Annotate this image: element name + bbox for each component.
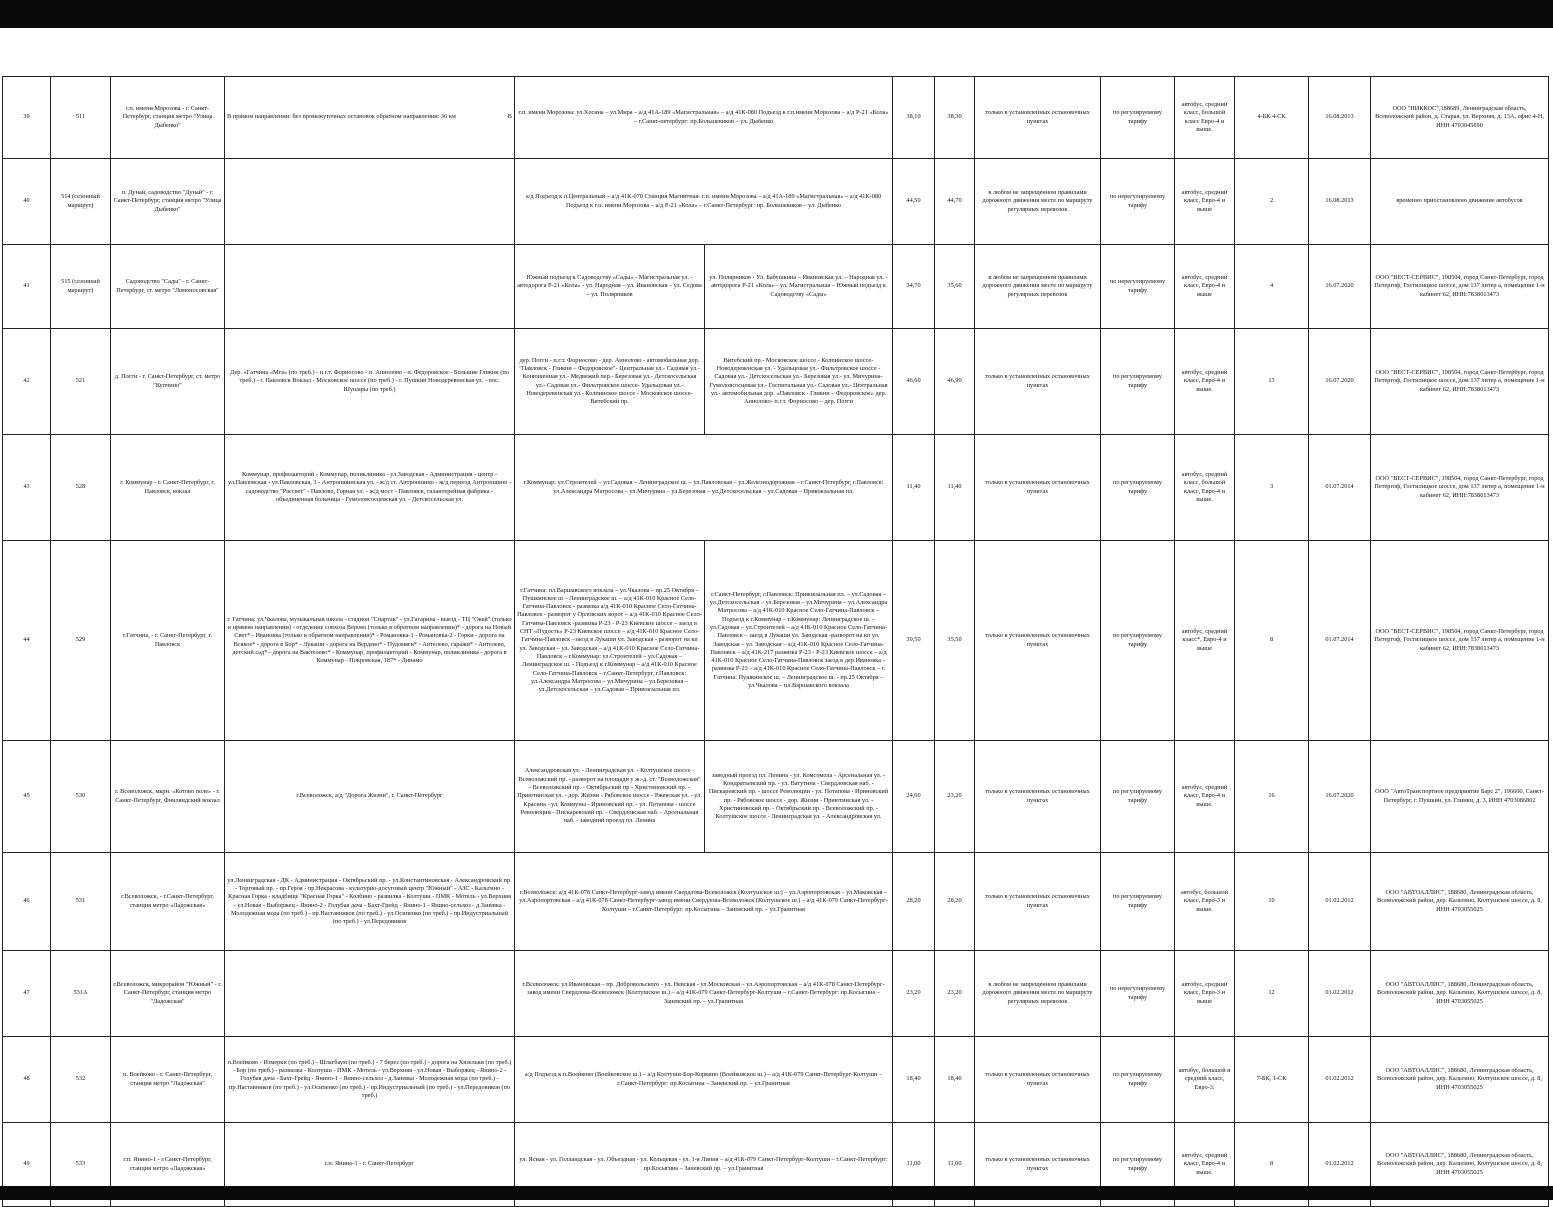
- streets-forward: Александровская ул. - Ленинградская ул. - Колтушское шоссе - Всеволожский пр. - разворот на площади у ж.-д. ст. "Всеволожская" - Всеволожский пр. - Октябрьский пр - Христиновский пр. - Приютинская ул. - дор. Жизни - Рябовское шоссе - Ржевская ул. - ул. Красина - ул. Коммуны - Ириновский пр. - ул. Потапова - шоссе Революции - Пискаревский пр. - Свердловская наб. - Арсенальная наб. - заводний проезд пл. Ленина: [515, 741, 705, 853]
- streets-route: г.Всеволожск: а/д 41К-078 Санкт-Петербург-завод имени Свердлова-Всеволожск (Колтушское ш.) – ул.Аэропортовская – ул.Маковская – ул.Аэропортовская – а/д 41К-078 Санкт-Петербург-завод имени Свердлова-Всеволожск (Колтушское ш.) – а/д 41К-079 Санкт-Петербург-Колтуши – г.Санкт-Петербург: пр.Косыгина – Заневский пр. – ул.Гранитная: [515, 853, 893, 951]
- length-forward: 18,40: [893, 1037, 935, 1123]
- start-date: 01.02.2012: [1309, 1123, 1371, 1207]
- table-row: [3, 951, 1549, 1037]
- length-backward: 23,20: [935, 741, 975, 853]
- tariff-type: по регулируемому тарифу: [1101, 741, 1175, 853]
- tariff-type: по регулируемому тарифу: [1101, 435, 1175, 541]
- length-forward: 11,00: [893, 1123, 935, 1207]
- start-date: 16.07.2020: [1309, 245, 1371, 329]
- row-number: 44: [3, 541, 51, 741]
- vehicle-count: 4: [1235, 245, 1309, 329]
- vehicle-count: 2: [1235, 159, 1309, 245]
- length-backward: 23,20: [935, 951, 975, 1037]
- streets-backward: г.Санкт-Петербург, г.Павловск: Привокзальная пл. – ул.Садовая – ул.Детскосельская – ул.Березовая – ул.Мичурина – ул.Александра Матросова – а/д 41К-010 Красное Село-Гатчина-Павловск – Подъезд к г.Коммунар – г.Коммунар: Ленинградское ш. – ул.Садовая – ул.Строителей – а/д 41К-010 Красное Село-Гатчина-Павловск – заезд в Лукаши ул. Заводская -разворот на кп ул. Заводская – ул. Заводская – а/д 41К-010 Красное Село-Гатчина-Павловск – а/д 41К-217 развязка Р-23 - Р-23 Киевское шоссе – а/д 41К-010 Красное Село-Гатчина-Павловск заезд в дер.Ивановка – развязка Р-23 – а/д 41К-010 Красное Село-Гатчина-Павловск – г. Гатчина: Пушкинское ш. – Ленинградское ш. - пр.25 Октября – ул.Чкалова – пл.Варшавского вокзала: [705, 541, 893, 741]
- route-endpoints: г.Гатчина, - г. Санкт-Петербург, г. Павловск: [111, 541, 225, 741]
- row-number: 39: [3, 77, 51, 159]
- length-backward: 35,60: [935, 245, 975, 329]
- length-forward: 44,50: [893, 159, 935, 245]
- start-date: 16.07.2020: [1309, 329, 1371, 435]
- route-endpoints: п. Дунай, садоводство "Дунай" - г. Санкт-Петербург, станция метро "Улица Дыбенко": [111, 159, 225, 245]
- streets-backward: ул. Полярников - Ул. Бабушкина – Ивановская ул. – Народная ул. - автодорога Р-21 «Кола» - ул. Магистральная – Южный подъезд к Садоводству «Сады»: [705, 245, 893, 329]
- streets-route: а/д Подъезд к п.Центральный – а/д 41К-070 Станция Магнитная- г.п. имени Морозова – а/д 41А-189 «Магистральная» – а/д 41К-080 Подъезд к г.п. имени Морозова – а/д Р-21 «Кола» – г.Санкт-Петербург: пр. Большевиков – ул. Дыбенко: [515, 159, 893, 245]
- stop-procedure: в любом не запрещенном правилами дорожного движения месте по маршруту регулярных перевозок: [975, 159, 1101, 245]
- vehicle-class: автобус, большой и средний класс, Евро-3.: [1175, 1037, 1235, 1123]
- intermediate-stops: г.п. Янино-1 - г. Санкт-Петербург: [225, 1123, 515, 1207]
- row-number: 40: [3, 159, 51, 245]
- route-number: 533: [51, 1123, 111, 1207]
- tariff-type: по нерегулируемому тарифу: [1101, 245, 1175, 329]
- route-number: 530: [51, 741, 111, 853]
- row-number: 48: [3, 1037, 51, 1123]
- start-date: 16.07.2020: [1309, 741, 1371, 853]
- carrier-info: ООО "ВЕСТ-СЕРВИС", 198504, город Санкт-Петербург, город Петергоф, Гостилицкое шоссе, дом 137 литер а, помещение 1-н кабинет 62, ИНН:7838013473: [1371, 245, 1549, 329]
- route-endpoints: г.п. имени Морозова - г. Санкт-Петербург, станция метро "Улица Дыбенко": [111, 77, 225, 159]
- carrier-info: ООО "АвтоТранспортное предприятие Барс 2", 196600, Санкт-Петербург, г. Пушкин, ул. Глинки, д. 3, ИНН 4703086802: [1371, 741, 1549, 853]
- start-date: 16.08.2013: [1309, 159, 1371, 245]
- row-number: 45: [3, 741, 51, 853]
- route-endpoints: Садоводство "Сады" - г. Санкт-Петербург, ст. метро "Ломоносовская": [111, 245, 225, 329]
- carrier-info: ООО "АВТОАЛЛИС", 188680, Ленинградская область, Всеволожский район, дер. Кальтино, Колтушское шоссе, д. 8, ИНН 4703055025: [1371, 951, 1549, 1037]
- streets-backward: Витебский пр.- Московское шоссе - Колпинское шоссе- Новодеревенская ул. - Удальцовая ул.- Фильтровское шоссе - Садовая ул.- Детскосельская ул.- Березовая ул.- ул. Мичурина- Гумоловсосцевая ул.- Госпитальная ул.- Садовая ул.- Центральная ул.- автомобильная дор. «Павловск - Гликни – Федоровское» дер. Аннолово- п.г.т. Форносово – дер. Погги: [705, 329, 893, 435]
- vehicle-class: автобус, большой класс, Евро-3 и выше.: [1175, 853, 1235, 951]
- table-row: [3, 77, 1549, 159]
- start-date: 01.07.2014: [1309, 435, 1371, 541]
- table-row: [3, 159, 1549, 245]
- start-date: 16.08.2013: [1309, 77, 1371, 159]
- route-rows: [3, 77, 1549, 1207]
- length-backward: 46,90: [935, 329, 975, 435]
- row-number: 46: [3, 853, 51, 951]
- tariff-type: по регулируемому тарифу: [1101, 77, 1175, 159]
- route-endpoints: г. Коммунар - г. Санкт-Петербург, г. Павловск, вокзал: [111, 435, 225, 541]
- vehicle-count: 4-БК 4-СК: [1235, 77, 1309, 159]
- table-row: [3, 435, 1549, 541]
- route-number: 514 (сезонный маршрут): [51, 159, 111, 245]
- vehicle-count: 13: [1235, 329, 1309, 435]
- table-row: [3, 329, 1549, 435]
- route-number: 529: [51, 541, 111, 741]
- length-forward: 39,50: [893, 541, 935, 741]
- intermediate-stops: п.Воейково - Измерки (по треб.) - Шлагбаум (по треб.) - 7 берез (по треб.) - дорога на Хязельки (по треб.) - Бор (по треб.) - развилка - Колтуши - ПМК - Мотель - ул.Верхняя - ул.Новая - Выборжец - Янино-2 - Голубая дача - Бахт-Грейд - Янино-1 - Янино-сельхоз - д.Заневка - Молодежная мода (по треб.) - пр.Наставников (по треб.) - ул.Осипенко (по треб.) - пр.Индустриальный (по треб.) - ул.Передовиков (по треб.): [225, 1037, 515, 1123]
- carrier-info: ООО "АВТОАЛЛИС", 188680, Ленинградская область, Всеволожский район, дер. Кальтино, Колтушское шоссе, д. 8, ИНН 4703055025: [1371, 853, 1549, 951]
- intermediate-stops: [225, 951, 515, 1037]
- vehicle-class: автобус, средний класс, Евро-4 и выше.: [1175, 329, 1235, 435]
- vehicle-class: автобус, средний класс, Евро-4 и выше: [1175, 159, 1235, 245]
- streets-forward: дер. Погги - п.г.т. Форносово - дер. Аннолово - автомобильная дор. "Павловск - Гликни – Федоровское"- Центральная ул.- Садовая ул.- Конюшенная ул.- Медвежий пер.- Березовая ул.- Детскосельская ул.- Садовая ул.- Фильтровское шоссе- Удальцовая ул.- Новодеревенская ул.- Колпинское шоссе - Московское шоссе- Витебский пр.: [515, 329, 705, 435]
- table-row: [3, 741, 1549, 853]
- length-backward: 38,30: [935, 77, 975, 159]
- intermediate-stops: [225, 159, 515, 245]
- tariff-type: по регулируемому тарифу: [1101, 329, 1175, 435]
- route-number: 511: [51, 77, 111, 159]
- vehicle-count: 8: [1235, 541, 1309, 741]
- intermediate-stops: Коммунар, профилакторий - Коммунар, поликлиника - ул.Заводская - Администрация - центр - ул.Павловская - ул.Павловская, 3 - Антропшинская ул. - ж/д ст. Антропшино - ж/д переезд Антропшино - садоводство "Рассвет" - Павлово, Горная ул. - ж/д мост - Павловск, галантерейная фабрика - объединенная больница - Гумоловсосцевская ул. - Детскосельская ул.: [225, 435, 515, 541]
- stops-mark: В: [507, 113, 512, 121]
- stop-procedure: только в установленных остановочных пунктах: [975, 853, 1101, 951]
- tariff-type: по регулируемому тарифу: [1101, 1123, 1175, 1207]
- streets-forward: г.Гатчина: пл.Варшавского вокзала – ул.Чкалова – пр.25 Октября –Пушкинское ш – Ленинградское ш. – а/д 41К-010 Красное Село-Гатчина-Павловск - развязка а/д 41К-010 Красное Село-Гатчина-Павловск - разворот у Орловских ворот – а/д 41К-010 Красное Село-Гатчина-Павловск -развязка Р-23 - Р-23 Киевское шоссе – заезд в СНТ «Пудость» Р-23 Киевское шоссе – а/д 41К-010 Красное Село-Гатчина-Павловск –заезд в Лукаши ул. Заводская - разворот на кп ул. Заводская – ул. Заводская – а/д 41К-010 Красное Село-Гатчина-Павловск – г.Коммунар: ул.Строителей – ул.Садовая – Ленинградское ш. - Подъезд к г.Коммунар – а/д 41К-010 Красное Село-Гатчина-Павловск – г.Санкт-Петербург, г.Павловск: ул.Александра Матросова – ул.Мичурина – ул.Березовая – ул.Детскосельская – ул.Садовая – Привокзальная пл.: [515, 541, 705, 741]
- stops-text: В прямом направлении: без промежуточных остановок обратном направлении: 36 км: [227, 113, 456, 121]
- length-forward: 24,60: [893, 741, 935, 853]
- stop-procedure: только в установленных остановочных пунктах: [975, 435, 1101, 541]
- row-number: 43: [3, 435, 51, 541]
- route-registry-table: [2, 76, 1549, 1207]
- intermediate-stops: [225, 77, 515, 159]
- vehicle-class: автобус, средний класс, большой класс Евро-4 и выше.: [1175, 77, 1235, 159]
- stop-procedure: в любом не запрещенном правилами дорожного движения месте по маршруту регулярных перевозок: [975, 245, 1101, 329]
- vehicle-class: автобус, средний класс*, Евро-4 и выше: [1175, 541, 1235, 741]
- carrier-info: ООО "АВТОАЛЛИС", 188680, Ленинградская область, Всеволожский район, дер. Кальтино, Колтушское шоссе, д. 8, ИНН 4703055025: [1371, 1037, 1549, 1123]
- stop-procedure: только в установленных остановочных пунктах: [975, 741, 1101, 853]
- table-row: [3, 245, 1549, 329]
- length-forward: 23,20: [893, 951, 935, 1037]
- route-endpoints: г.Всеволожск, микрорайон "Южный" - г. Санкт-Петербург, станция метро "Ладожская": [111, 951, 225, 1037]
- route-endpoints: г.п. Янино-1 - г.Санкт-Петербург, станция метро «Ладожская»: [111, 1123, 225, 1207]
- row-number: 49: [3, 1123, 51, 1207]
- route-endpoints: п. Воейково - г. Санкт-Петербург, станция метро "Ладожская": [111, 1037, 225, 1123]
- streets-route: а/д Подъезд к п.Воейково (Воейковское ш.) – а/д Колтуши-Бор-Коркино (Воейковское ш.) – а/д 41К-079 Санкт-Петербург-Колтуши – г.Санкт-Петербург: пр.Косыгина – Заневский пр. – ул.Гранитная: [515, 1037, 893, 1123]
- intermediate-stops: г.Всеволожск, а/д "Дорога Жизни", г. Санкт-Петербург: [225, 741, 515, 853]
- carrier-info: ООО "АВТОАЛЛИС", 188680, Ленинградская область, Всеволожский район, дер. Кальтино, Колтушское шоссе, д. 8, ИНН 4703055025: [1371, 1123, 1549, 1207]
- table-row: [3, 853, 1549, 951]
- tariff-type: по нерегулируемому тарифу: [1101, 951, 1175, 1037]
- length-forward: 11,40: [893, 435, 935, 541]
- stop-procedure: в любом не запрещенном правилами дорожного движения месте по маршруту регулярных перевозок: [975, 951, 1101, 1037]
- tariff-type: по регулируемому тарифу: [1101, 541, 1175, 741]
- streets-route: г.Всеволожск: ул.Ивановская – пр. Добровольского - ул. Невская - ул.Московская – ул.Аэропортовская – а/д 41К-078 Санкт-Петербург-завод имени Свердлова-Всеволожск (Колтушское ш.) – а/д 41К-079 Санкт-Петербург-Колтуши – г.Санкт-Петербург: пр.Косыгина – Заневский пр. – ул.Гранитная: [515, 951, 893, 1037]
- tariff-type: по регулируемому тарифу: [1101, 853, 1175, 951]
- start-date: 01.02.2012: [1309, 1037, 1371, 1123]
- tariff-type: по регулируемому тарифу: [1101, 1037, 1175, 1123]
- start-date: 01.02.2012: [1309, 951, 1371, 1037]
- route-endpoints: д. Погги - г. Санкт-Петербург, ст. метро "Купчино": [111, 329, 225, 435]
- scan-top-border: [0, 0, 1553, 28]
- length-backward: 11,40: [935, 435, 975, 541]
- table-row: [3, 1037, 1549, 1123]
- vehicle-class: автобус, средний класс, Евро-4 и выше.: [1175, 741, 1235, 853]
- vehicle-count: 10: [1235, 853, 1309, 951]
- stop-procedure: только в установленных остановочных пунктах: [975, 77, 1101, 159]
- route-endpoints: г. Всеволожск, мкрн. «Котово поле» - г. Санкт-Петербург, Финляндский вокзал: [111, 741, 225, 853]
- vehicle-count: 16: [1235, 741, 1309, 853]
- length-forward: 46,60: [893, 329, 935, 435]
- intermediate-stops: Дер. «Гатчина «Мга» (по треб.) - п.г.т. Форносово - п. Аннолово - п. Федоровское - Большие Гликни (по треб.) - г. Павловск Вокзал - Московское шоссе (по треб.) - г. Пушкин Новодеревенская ул. - пос. Шушары (по треб.): [225, 329, 515, 435]
- carrier-info: ООО "ВЕСТ-СЕРВИС", 198504, город Санкт-Петербург, город Петергоф, Гостилицкое шоссе, дом 137 литер а, помещение 1-н кабинет 62, ИНН:7838013473: [1371, 435, 1549, 541]
- row-number: 41: [3, 245, 51, 329]
- stop-procedure: только в установленных остановочных пунктах: [975, 329, 1101, 435]
- length-backward: 28,20: [935, 853, 975, 951]
- length-forward: 38,10: [893, 77, 935, 159]
- start-date: 01.02.2012: [1309, 853, 1371, 951]
- vehicle-count: 8: [1235, 1123, 1309, 1207]
- vehicle-count: 3: [1235, 435, 1309, 541]
- vehicle-class: автобус, средний класс, большой класс, Евро-4 и выше.: [1175, 435, 1235, 541]
- route-number: 515 (сезонный маршрут): [51, 245, 111, 329]
- vehicle-count: 12: [1235, 951, 1309, 1037]
- carrier-info: ООО "НИККОС",188689, Ленинградская область, Всеволожский район, д. Старая, ул. Верхняя, д. 13А, офис 4-Н, ИНН 4703045690: [1371, 77, 1549, 159]
- route-number: 531А: [51, 951, 111, 1037]
- stop-procedure: только в установленных остановочных пунктах: [975, 1037, 1101, 1123]
- vehicle-class: автобус, средний класс, Евро-4 и выше.: [1175, 1123, 1235, 1207]
- row-number: 47: [3, 951, 51, 1037]
- intermediate-stops: г. Гатчина: ул.Чкалова, музыкальная школа - стадион "Спартак" - ул.Гагарина - выезд - ТЦ "Окей" (только в прямом направлении) - отделение совхоза Верово (только в обратном направлении)* - дорога на Новый Свет* - Ивановка (только в обратном направлении)* - Романовка-1 - Романовка-2 - Горки - дорога на Всякое* - дорога в Бор* - Лукаши - дорога на Вердево* - Пудомяги* - Антелево, гаражи* - Антелево, детский сад* - дорога на Вактелево* - Коммунар, профилакторий - Коммунар, поликлиника - дорога в Коммунар - Покровская, 187* - Динамо: [225, 541, 515, 741]
- route-endpoints: г.Всеволожск, - г.Санкт-Петербург, станция метро «Ладожская»: [111, 853, 225, 951]
- intermediate-stops: [225, 245, 515, 329]
- start-date: 01.07.2014: [1309, 541, 1371, 741]
- carrier-info: ООО "ВЕСТ-СЕРВИС", 198504, город Санкт-Петербург, город Петергоф, Гостилицкое шоссе, дом 137 литер а, помещение 1-н кабинет 62, ИНН:7838013473: [1371, 329, 1549, 435]
- scan-bottom-border: [0, 1186, 1553, 1200]
- vehicle-class: автобус, средний класс, Евро-3 и выше: [1175, 951, 1235, 1037]
- stop-procedure: только в установленных остановочных пунктах: [975, 1123, 1101, 1207]
- streets-route: г.Коммунар: ул.Строителей – ул.Садовая – Ленинградское ш. – ул.Павловская – ул.Железнодорожная – г.Санкт-Петербург, г.Павловск: ул.Александра Матросова – ул.Мичурина – ул.Березовая – ул.Детскосельская – ул.Садовая – Привокзальная пл.: [515, 435, 893, 541]
- length-backward: 35,50: [935, 541, 975, 741]
- stop-procedure: только в установленных остановочных пунктах: [975, 541, 1101, 741]
- length-backward: 44,70: [935, 159, 975, 245]
- carrier-info: временно приостановлено движение автобусов: [1371, 159, 1549, 245]
- vehicle-class: автобус, средний класс, Евро-4 и выше: [1175, 245, 1235, 329]
- streets-route: г.п. имени Морозова: ул.Хесина – ул.Мира – а/д 41А-189 «Магистральная» – а/д 41К-080 Подъезд к г.п.имени Морозова – а/д Р-21 «Кола» – г.Санкт-петербург: пр.Большевиков – ул. Дыбенко: [515, 77, 893, 159]
- length-forward: 28,20: [893, 853, 935, 951]
- streets-route: ул. Ясная - ул. Голландская - ул. Объездная - ул. Кольцевая - ул. 1-я Линия – а/д 41К-079 Санкт-Петербург-Колтуши – г.Санкт-Петербург: пр.Косыгина – Заневский пр. – ул.Гранитная: [515, 1123, 893, 1207]
- carrier-info: ООО "ВЕСТ-СЕРВИС", 198504, город Санкт-Петербург, город Петергоф, Гостилицкое шоссе, дом 137 литер а, помещение 1-н кабинет 62, ИНН:7838013473: [1371, 541, 1549, 741]
- route-number: 532: [51, 1037, 111, 1123]
- tariff-type: по нерегулируемому тарифу: [1101, 159, 1175, 245]
- intermediate-stops: ул.Ленинградская - ДК - Администрация - Октябрьский пр. - ул.Константиновская - Александровский пр. - Торговый пр. - пр.Героя - пр.Некрасова - культурно-досуговый центр "Южный" - АЗС - Кальтино - Красная Горка - кладбище "Красная Горка" - Колбино - развилка - Колтуши - ПМК - Мотель - ул.Верхняя - ул.Новая - Выборжец - Янино-2 - Голубая дача - Бахт-Грейд - Янино-1 - Янино-сельхоз - д.Заневка - Молодежная мода (по треб.) - пр.Наставников (по треб.) - ул.Осипенко (по треб.) - пр.Индустриальный (по треб.) - ул.Передовиков: [225, 853, 515, 951]
- streets-forward: Южный подъезд к Садоводству «Сады» - Магистральная ул. - автодорога Р-21 «Кола» - ул. Народная – ул. Ивановская – ул. Седова – ул. Полярников: [515, 245, 705, 329]
- table-row: [3, 541, 1549, 741]
- length-backward: 11,00: [935, 1123, 975, 1207]
- route-number: 521: [51, 329, 111, 435]
- streets-backward: заводный проезд пл. Ленина - ул. Комсомола - Арсенальная ул. - Кондратьевский пр. - ул. Ватутина - Свердловская наб. - Пискаревский пр. - шоссе Революции - ул. Потапова - Ириновский пр. - Рябовское шоссе - дор. Жизни - Приютинская ул. - Христиновский пр. - Октябрьский пр. - Всеволожский пр. - Колтушское шоссе - Ленинградская ул. - Александровская ул.: [705, 741, 893, 853]
- route-number: 528: [51, 435, 111, 541]
- route-number: 531: [51, 853, 111, 951]
- vehicle-count: 7-БК, 1-СК: [1235, 1037, 1309, 1123]
- row-number: 42: [3, 329, 51, 435]
- length-backward: 18,40: [935, 1037, 975, 1123]
- length-forward: 34,70: [893, 245, 935, 329]
